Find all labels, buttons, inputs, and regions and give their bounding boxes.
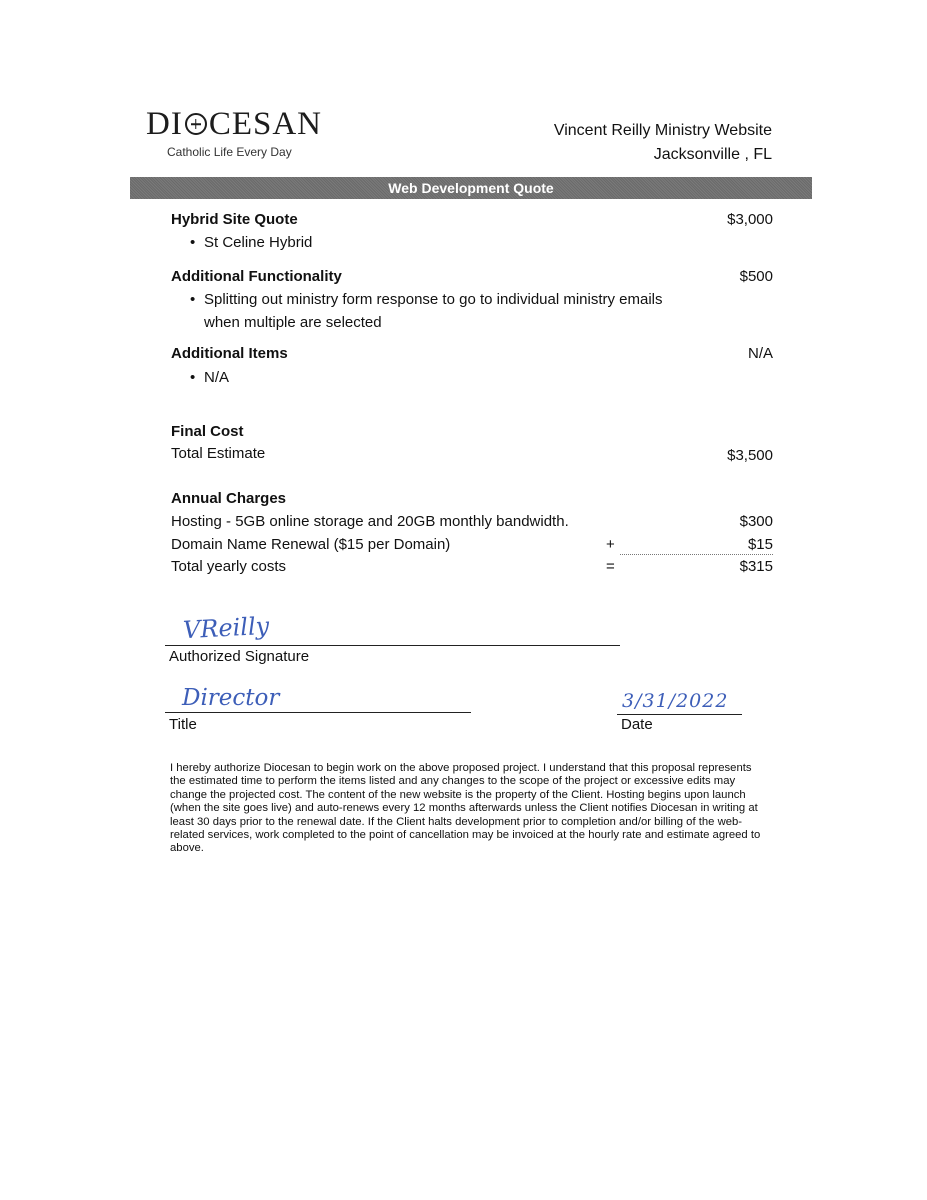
- items-section-header: [171, 345, 773, 362]
- bullet-text: N/A: [204, 369, 230, 386]
- row-amount: $3,500: [727, 447, 773, 464]
- functionality-section-header: [171, 268, 773, 285]
- row-label: Hosting - 5GB online storage and 20GB monthly bandwidth.: [171, 513, 569, 530]
- section-title: Final Cost: [171, 423, 244, 440]
- project-name: Vincent Reilly Ministry Website: [553, 122, 772, 139]
- equals-operator: =: [606, 558, 615, 575]
- diocesan-logo: [146, 108, 322, 141]
- handwritten-signature: VReilly: [182, 611, 270, 645]
- hybrid-section-header: [171, 211, 773, 228]
- row-amount: $315: [739, 558, 773, 575]
- annual-row-total: [171, 558, 773, 575]
- section-title: Additional Items: [171, 345, 288, 362]
- section-amount: $500: [739, 268, 773, 285]
- annual-row-hosting: [171, 513, 773, 530]
- date-line: [617, 714, 742, 715]
- title-line: [165, 712, 471, 713]
- list-item: [190, 366, 229, 389]
- date-label: Date: [621, 716, 653, 733]
- logo-text-suffix: CESAN: [208, 106, 323, 142]
- project-location: Jacksonville , FL: [653, 146, 772, 163]
- list-item: [190, 288, 663, 334]
- section-title: Additional Functionality: [171, 268, 342, 285]
- section-amount: N/A: [747, 345, 773, 362]
- total-estimate-row: [171, 445, 773, 462]
- handwritten-date: 3/31/2022: [622, 690, 729, 712]
- authorization-terms: I hereby authorize Diocesan to begin work on the above proposed project. I understand that this proposal represents the estimated time to perform the items listed and any changes to the scope of the project or excessive edits may change the projected cost. The content of the new website is the property of the Client. Hosting begins upon launch (when the site goes live) and auto-renews every 12 months afterwards unless the Client notifies Diocesan in writing at least 30 days prior to the renewal date. If the Client halts development prior to completion and/or billing of the web-related services, work completed to the point of cancellation may be invoiced at the hourly rate and estimate agreed to above.: [170, 762, 761, 855]
- sum-divider: [620, 554, 773, 555]
- final-cost-title: [171, 423, 773, 440]
- bullet-icon: •: [190, 291, 196, 308]
- bullet-icon: •: [190, 369, 196, 386]
- plus-operator: +: [606, 536, 615, 553]
- bullet-text: St Celine Hybrid: [204, 234, 313, 251]
- annual-charges-title: [171, 490, 773, 507]
- project-header: [554, 119, 772, 167]
- logo-tagline: Catholic Life Every Day: [167, 145, 292, 159]
- title-label: Title: [169, 716, 197, 733]
- bullet-text: Splitting out ministry form response to go to individual ministry emails: [204, 291, 663, 308]
- signature-line: [165, 645, 620, 646]
- section-title: Hybrid Site Quote: [171, 211, 298, 228]
- row-label: Total yearly costs: [171, 558, 287, 575]
- section-title: Annual Charges: [171, 490, 287, 507]
- authorized-signature-label: Authorized Signature: [169, 648, 310, 665]
- row-label: Total Estimate: [171, 445, 266, 462]
- quote-banner: Web Development Quote: [130, 177, 812, 199]
- row-label: Domain Name Renewal ($15 per Domain): [171, 536, 451, 553]
- cross-in-circle-icon: [185, 113, 207, 135]
- handwritten-title: Director: [182, 685, 280, 711]
- list-item: [190, 231, 312, 254]
- bullet-icon: •: [190, 234, 196, 251]
- row-amount: $15: [747, 536, 773, 553]
- bullet-text-continued: when multiple are selected: [204, 314, 382, 331]
- row-amount: $300: [739, 513, 773, 530]
- logo-text-prefix: DI: [146, 106, 183, 142]
- annual-row-domain: [171, 536, 773, 553]
- section-amount: $3,000: [727, 211, 773, 228]
